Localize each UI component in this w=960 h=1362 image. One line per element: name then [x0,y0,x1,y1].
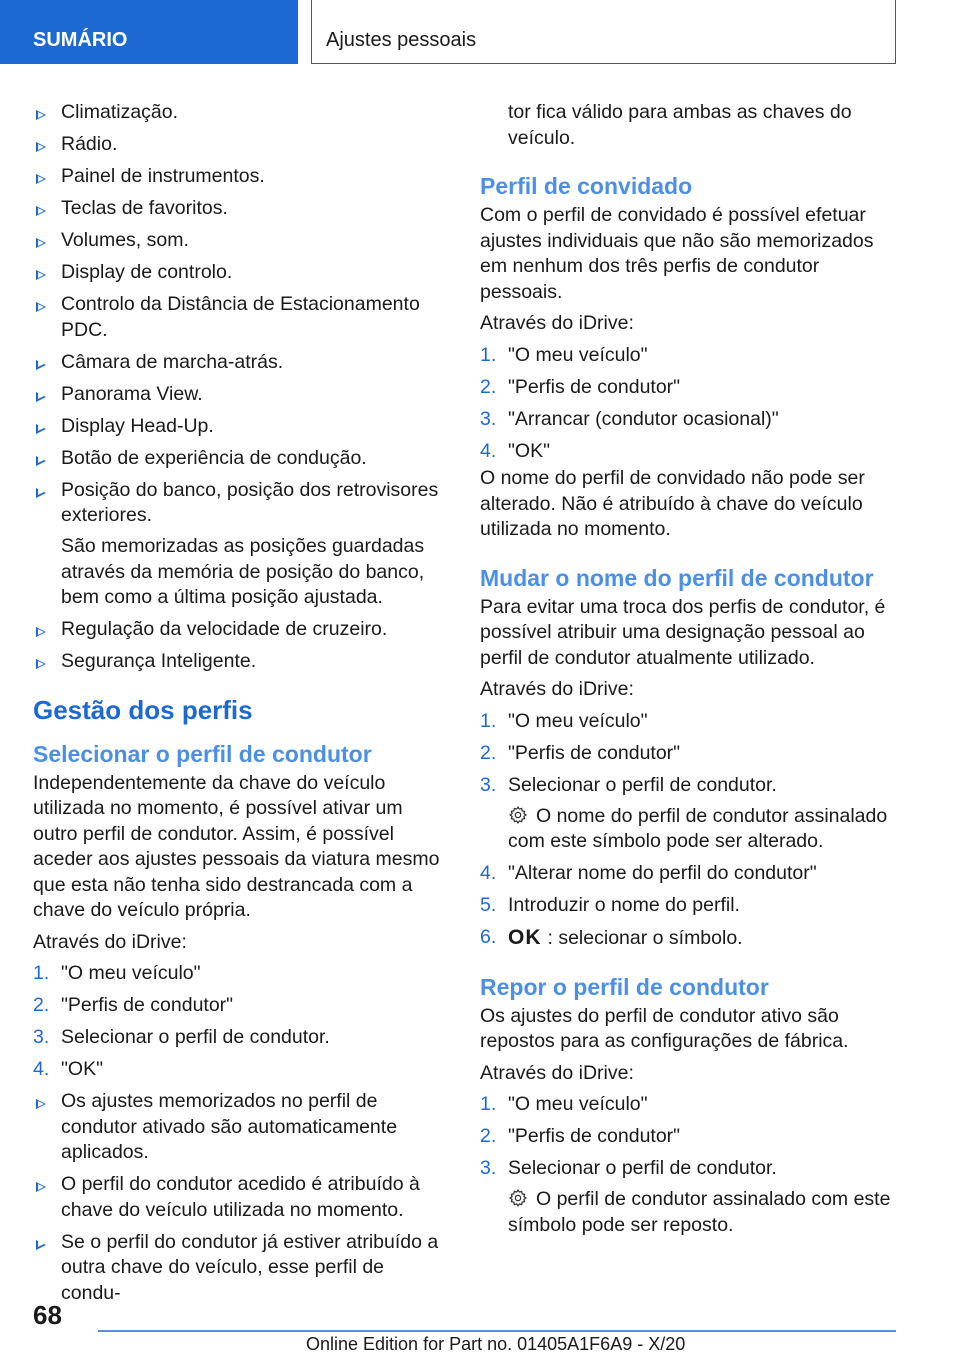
list-item: O perfil do condutor acedido é atribuído à chave do veículo utilizada no momento. [33,1172,443,1223]
list-item: Regulação da velocidade de cruzeiro. [33,617,443,643]
triangle-bullet-icon [36,392,46,402]
footer-edition: Online Edition for Part no. 01405A1F6A9 - X/20 [306,1334,686,1354]
left-column [33,100,443,1313]
paragraph: Para evitar uma troca dos perfis de condutor, é possível atribuir uma designação pessoal ao perfil de condutor atualmente utilizado. [480,595,886,669]
triangle-bullet-icon [36,110,46,120]
step-item: 3. "Arrancar (condutor ocasional)" [480,407,779,430]
continued-text: tor fica válido para ambas as chaves do veículo. [508,101,852,149]
idrive-intro: Através do iDrive: [480,312,634,334]
list-item: Controlo da Distância de Estacionamento PDC. [33,292,443,343]
triangle-bullet-icon [36,659,46,669]
step-item: 3. Selecionar o perfil de condutor. [480,1157,777,1179]
step-item: 1. "O meu veículo" [480,709,648,732]
step-item: 1. "O meu veículo" [480,1093,648,1115]
step-item: 5. Introduzir o nome do perfil. [480,894,740,916]
page-header [0,0,960,66]
step-item: 2. "Perfis de condutor" [480,375,681,398]
triangle-bullet-icon [36,456,46,466]
list-item: Rádio. [33,132,443,158]
step-item: 6. OK : selecionar o símbolo. [480,926,743,949]
triangle-bullet-icon [36,488,46,498]
heading-reset-profile: Repor o perfil de condutor [480,973,769,1000]
triangle-bullet-icon [36,360,46,370]
list-item: Teclas de favoritos. [33,196,443,222]
footer-divider [98,1330,896,1332]
triangle-bullet-icon [36,142,46,152]
triangle-bullet-icon [36,302,46,312]
section-title: Ajustes pessoais [311,0,896,64]
paragraph: O nome do perfil de convidado não pode ser alterado. Não é atribuído à chave do veículo utilizada no momento. [480,467,865,540]
step-item: 3. Selecionar o perfil de condutor. [480,773,777,796]
gear-icon [508,1188,528,1208]
heading-profile-management: Gestão dos perfis [33,694,253,725]
list-item: Posição do banco, posição dos retrovisores exteriores. [33,478,443,529]
step-item: 4. "OK" [33,1058,104,1080]
triangle-bullet-icon [36,238,46,248]
summary-tab[interactable]: SUMÁRIO [0,0,298,64]
paragraph: Os ajustes do perfil de condutor ativo são repostos para as configurações de fábrica. [480,1004,849,1052]
triangle-bullet-icon [36,627,46,637]
step-item: 2. "Perfis de condutor" [480,741,681,764]
triangle-bullet-icon [36,270,46,280]
paragraph: Independentemente da chave do veículo utilizada no momento, é possível ativar um outro perfil de condutor. Assim, é possível aceder aos ajustes pessoais da viatura mesmo que esta não tenha sido destrancada com a chave do veículo própria. [33,771,440,921]
step-item: 3. Selecionar o perfil de condutor. [33,1026,330,1048]
triangle-bullet-icon [36,1099,46,1109]
right-column [480,100,900,1245]
heading-guest-profile: Perfil de convidado [480,173,693,199]
list-item: Botão de experiência de condução. [33,446,443,472]
step-item: 2. "Perfis de condutor" [480,1125,681,1147]
list-item: Display Head-Up. [33,414,443,440]
idrive-intro: Através do iDrive: [33,930,187,953]
step-note: O nome do perfil de condutor assinalado com este símbolo pode ser alterado. [508,804,888,852]
step-note: O perfil de condutor assinalado com este símbolo pode ser reposto. [508,1188,891,1236]
triangle-bullet-icon [36,1182,46,1192]
heading-select-profile: Selecionar o perfil de condutor [33,740,372,767]
step-item: 4. "Alterar nome do perfil do condutor" [480,862,817,884]
paragraph: Com o perfil de convidado é possível efetuar ajustes individuais que não são memorizados em nenhum dos três perfis de condutor pessoais. [480,204,874,303]
heading-rename-profile: Mudar o nome do perfil de condutor [480,564,874,591]
list-item: Climatização. [33,100,443,126]
list-item: Câmara de marcha-atrás. [33,350,443,376]
list-item: Display de controlo. [33,260,443,286]
step-item: 2. "Perfis de condutor" [33,994,234,1016]
triangle-bullet-icon [36,424,46,434]
step-item: 4. "OK" [480,439,551,462]
list-item: Volumes, som. [33,228,443,254]
step-item: 1. "O meu veículo" [480,343,648,366]
step-item: 1. "O meu veículo" [33,962,201,984]
bullet-note: São memorizadas as posições guardadas através da memória de posição do banco, bem como a última posição ajustada. [61,535,425,608]
list-item: Panorama View. [33,382,443,408]
triangle-bullet-icon [36,206,46,216]
idrive-intro: Através do iDrive: [480,678,634,700]
list-item: Se o perfil do condutor já estiver atribuído a outra chave do veículo, esse perfil de condu- [33,1230,443,1307]
page-number: 68 [33,1300,62,1330]
idrive-intro: Através do iDrive: [480,1061,634,1084]
triangle-bullet-icon [36,174,46,184]
list-item: Os ajustes memorizados no perfil de condutor ativado são automaticamente aplicados. [33,1089,443,1166]
list-item: Segurança Inteligente. [33,649,443,675]
gear-icon [508,805,528,825]
triangle-bullet-icon [36,1240,46,1250]
ok-icon: OK [508,926,542,949]
list-item: Painel de instrumentos. [33,164,443,190]
